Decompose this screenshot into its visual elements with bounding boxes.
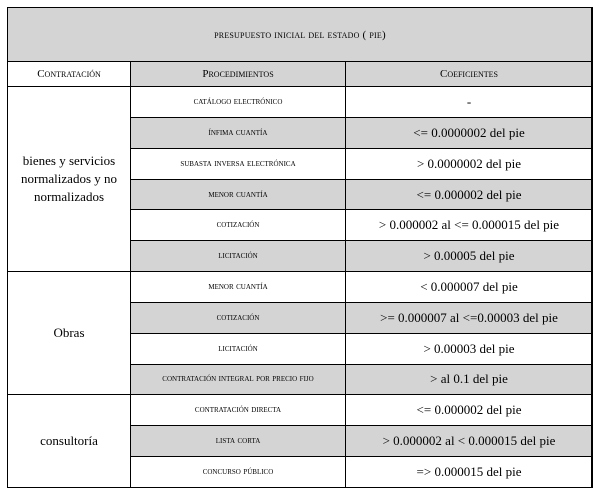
table-outer-border	[7, 7, 592, 488]
procedimiento-cell: concurso público	[131, 457, 346, 488]
coeficiente-cell: => 0.000015 del pie	[346, 457, 593, 488]
group-bienes-servicios: bienes y servicios normalizados y no normalizados	[8, 87, 131, 272]
header-contratacion: Contratación	[8, 62, 131, 87]
coeficiente-cell: > al 0.1 del pie	[346, 364, 593, 395]
coeficiente-cell: > 0.000002 al <= 0.000015 del pie	[346, 210, 593, 241]
coeficiente-cell: > 0.000002 al < 0.000015 del pie	[346, 426, 593, 457]
coeficiente-cell: <= 0.000002 del pie	[346, 395, 593, 426]
coeficiente-cell: <= 0.000002 del pie	[346, 179, 593, 210]
group-obras: Obras	[8, 272, 131, 395]
coeficiente-cell: >= 0.000007 al <=0.00003 del pie	[346, 302, 593, 333]
coeficiente-cell: > 0.00005 del pie	[346, 241, 593, 272]
procedimiento-cell: licitación	[131, 241, 346, 272]
group-consultoria: consultoría	[8, 395, 131, 488]
procedimiento-cell: cotización	[131, 210, 346, 241]
procedimiento-cell: cotización	[131, 302, 346, 333]
procedimiento-cell: contratación integral por precio fijo	[131, 364, 346, 395]
procedimiento-cell: subasta inversa electrónica	[131, 148, 346, 179]
procedimiento-cell: contratación directa	[131, 395, 346, 426]
table-title: presupuesto inicial del estado ( pie)	[8, 8, 593, 62]
header-procedimientos: Procedimientos	[131, 62, 346, 87]
coeficiente-cell: > 0.0000002 del pie	[346, 148, 593, 179]
coeficiente-cell: <= 0.0000002 del pie	[346, 117, 593, 148]
coeficiente-cell: < 0.000007 del pie	[346, 272, 593, 303]
coeficiente-cell: -	[346, 87, 593, 118]
procedimiento-cell: lista corta	[131, 426, 346, 457]
procedimiento-cell: catálogo electrónico	[131, 87, 346, 118]
procedimiento-cell: menor cuantía	[131, 179, 346, 210]
header-coeficientes: Coeficientes	[346, 62, 593, 87]
coeficiente-cell: > 0.00003 del pie	[346, 333, 593, 364]
procedimiento-cell: menor cuantía	[131, 272, 346, 303]
procedimiento-cell: licitación	[131, 333, 346, 364]
procedimiento-cell: ínfima cuantía	[131, 117, 346, 148]
